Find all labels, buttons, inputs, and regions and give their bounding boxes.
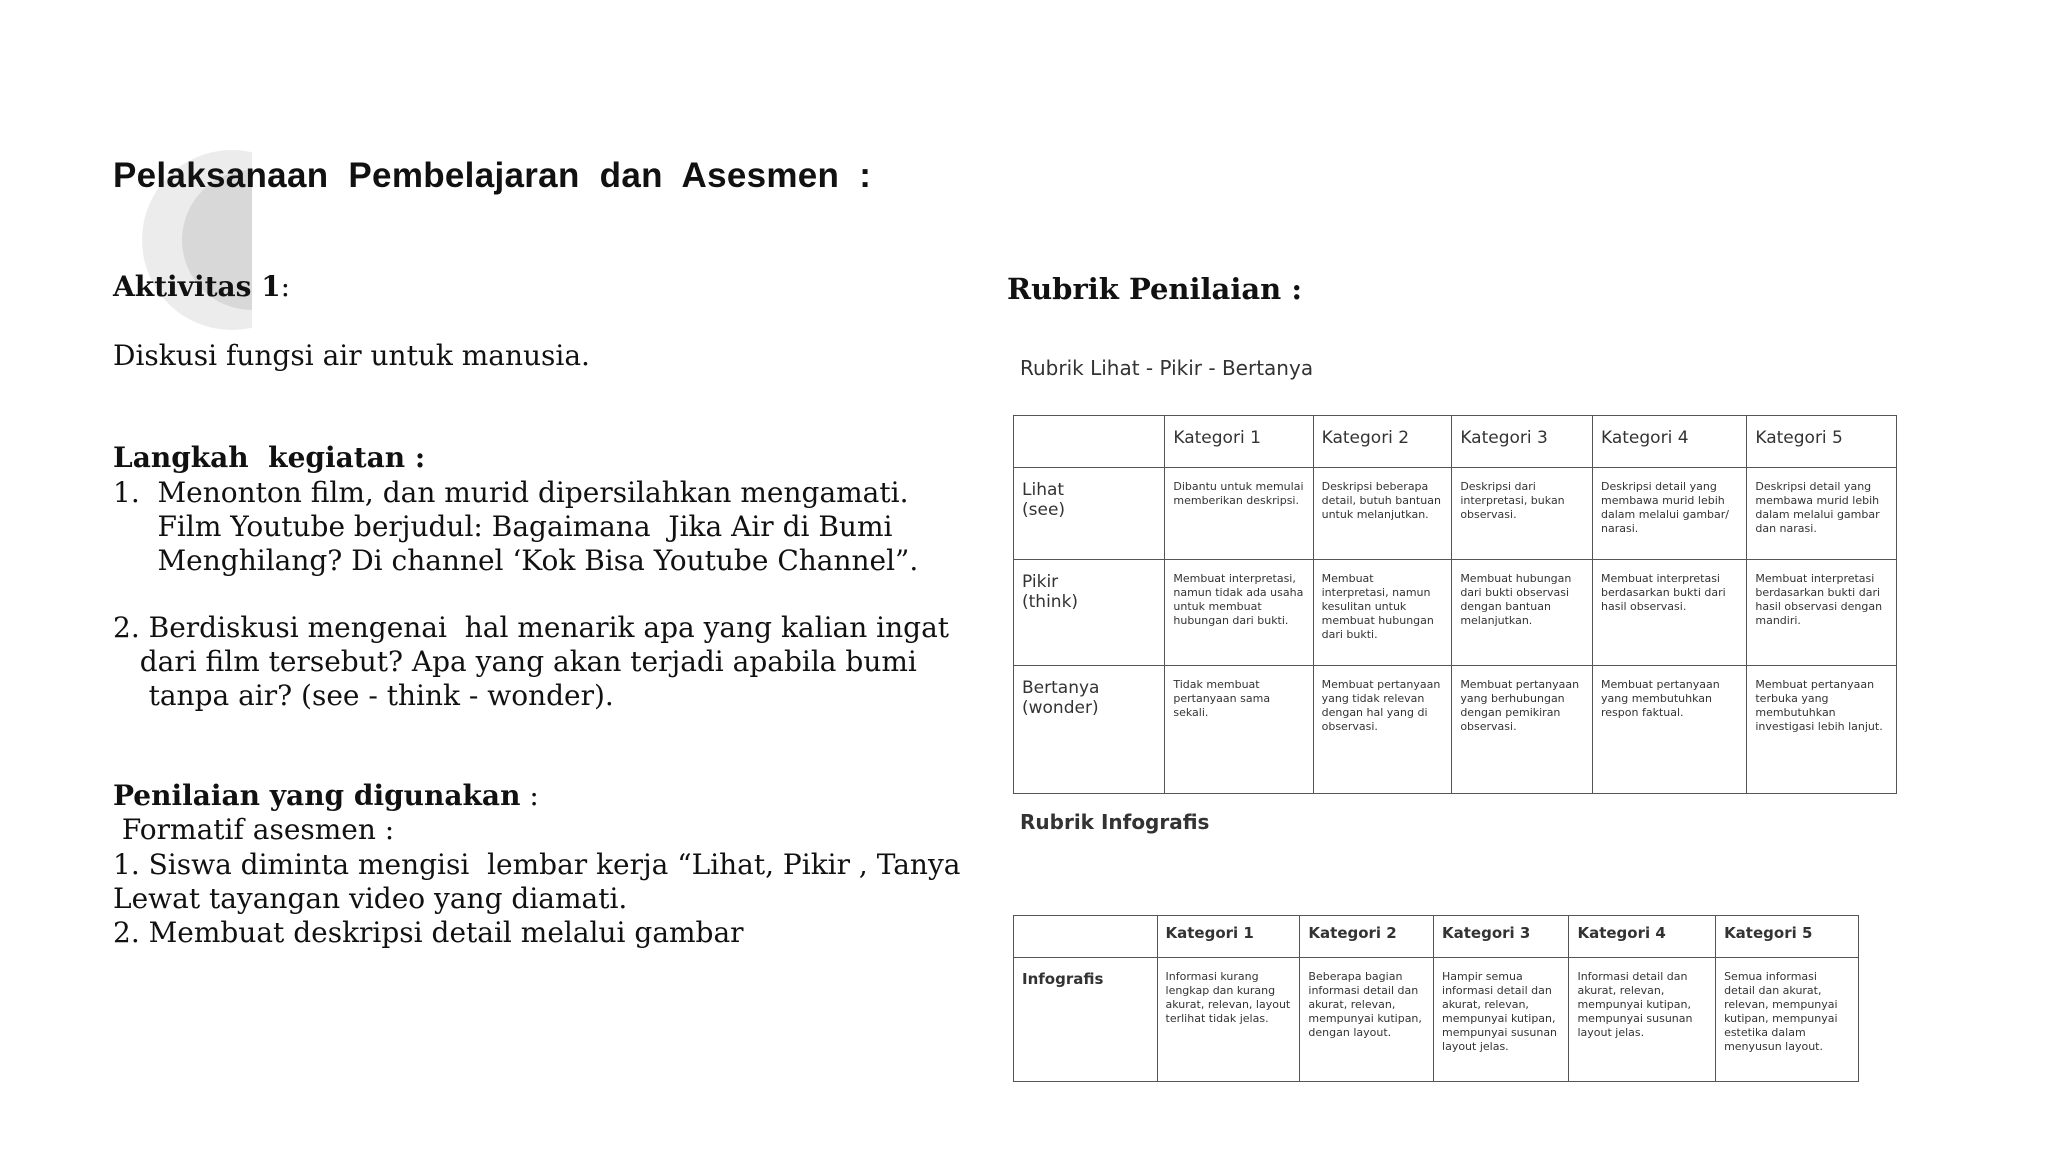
- table1-header-kategori4: Kategori 4: [1593, 416, 1747, 468]
- rubric-infografis-table: [1013, 915, 1859, 1082]
- table2-cell: Informasi detail dan akurat, relevan, mempunyai kutipan, mempunyai susunan layout jelas.: [1569, 958, 1716, 1082]
- table1-row-label: Bertanya (wonder): [1014, 666, 1165, 794]
- table1-header-kategori5: Kategori 5: [1747, 416, 1897, 468]
- table1-row-lihat: [1014, 468, 1897, 560]
- table1-cell: Membuat pertanyaan yang berhubungan dengan pemikiran observasi.: [1452, 666, 1593, 794]
- table2-header-kategori3: Kategori 3: [1434, 916, 1569, 958]
- step1-line2: Film Youtube berjudul: Bagaimana Jika Air di Bumi: [113, 510, 893, 543]
- table1-cell: Deskripsi beberapa detail, butuh bantuan untuk melanjutkan.: [1313, 468, 1452, 560]
- table2-header-corner: [1014, 916, 1158, 958]
- table1-cell: Membuat pertanyaan yang membutuhkan respon faktual.: [1593, 666, 1747, 794]
- table1-header-kategori3: Kategori 3: [1452, 416, 1593, 468]
- table1-cell: Deskripsi detail yang membawa murid lebih dalam melalui gambar dan narasi.: [1747, 468, 1897, 560]
- aktivitas-colon: :: [280, 270, 291, 303]
- table1-cell: Membuat pertanyaan terbuka yang membutuhkan investigasi lebih lanjut.: [1747, 666, 1897, 794]
- table1-row-label: Pikir (think): [1014, 560, 1165, 666]
- step2-line3: tanpa air? (see - think - wonder).: [113, 679, 614, 712]
- penilaian-colon: :: [520, 779, 539, 812]
- table1-cell: Membuat interpretasi berdasarkan bukti dari hasil observasi dengan mandiri.: [1747, 560, 1897, 666]
- table2-cell: Hampir semua informasi detail dan akurat, relevan, mempunyai kutipan, mempunyai susunan layout jelas.: [1434, 958, 1569, 1082]
- table2-caption: Rubrik Infografis: [1020, 810, 1210, 834]
- table2-row-infografis: [1014, 958, 1859, 1082]
- penilaian-item1-line1: 1. Siswa diminta mengisi lembar kerja “Lihat, Pikir , Tanya: [113, 848, 961, 881]
- table2-header-kategori5: Kategori 5: [1716, 916, 1859, 958]
- langkah-heading: Langkah kegiatan :: [113, 441, 426, 474]
- table1-row-pikir: [1014, 560, 1897, 666]
- table1-caption: Rubrik Lihat - Pikir - Bertanya: [1020, 356, 1314, 380]
- table1-row-label: Lihat (see): [1014, 468, 1165, 560]
- table1-header-kategori1: Kategori 1: [1165, 416, 1313, 468]
- table1-cell: Membuat pertanyaan yang tidak relevan dengan hal yang di observasi.: [1313, 666, 1452, 794]
- aktivitas-heading: [113, 270, 290, 304]
- table1-cell: Deskripsi detail yang membawa murid lebih dalam melalui gambar/ narasi.: [1593, 468, 1747, 560]
- aktivitas-label: Aktivitas 1: [113, 270, 281, 303]
- table1-header-kategori2: Kategori 2: [1313, 416, 1452, 468]
- table2-header-kategori4: Kategori 4: [1569, 916, 1716, 958]
- penilaian-label: Penilaian yang digunakan: [113, 779, 521, 812]
- rubric-heading: Rubrik Penilaian :: [1007, 272, 1303, 306]
- table2-cell: Semua informasi detail dan akurat, relevan, mempunyai kutipan, mempunyai estetika dalam menyusun layout.: [1716, 958, 1859, 1082]
- step2-line1: 2. Berdiskusi mengenai hal menarik apa yang kalian ingat: [113, 611, 950, 644]
- table2-cell: Beberapa bagian informasi detail dan akurat, relevan, mempunyai kutipan, dengan layout.: [1300, 958, 1434, 1082]
- table1-cell: Membuat hubungan dari bukti observasi dengan bantuan melanjutkan.: [1452, 560, 1593, 666]
- table2-header-kategori2: Kategori 2: [1300, 916, 1434, 958]
- table1-row-bertanya: [1014, 666, 1897, 794]
- table1-cell: Membuat interpretasi, namun kesulitan untuk membuat hubungan dari bukti.: [1313, 560, 1452, 666]
- penilaian-heading: [113, 779, 539, 813]
- step2-line2: dari film tersebut? Apa yang akan terjadi apabila bumi: [113, 645, 917, 678]
- table2-header-kategori1: Kategori 1: [1157, 916, 1300, 958]
- rubric-see-think-wonder-table: [1013, 415, 1897, 794]
- step1-line3: Menghilang? Di channel ‘Kok Bisa Youtube Channel”.: [113, 544, 919, 577]
- step1-line1: 1. Menonton film, dan murid dipersilahkan mengamati.: [113, 476, 909, 509]
- table2-row-label: Infografis: [1014, 958, 1158, 1082]
- table1-header-corner: [1014, 416, 1165, 468]
- penilaian-item2: 2. Membuat deskripsi detail melalui gambar: [113, 916, 744, 949]
- table2-cell: Informasi kurang lengkap dan kurang akurat, relevan, layout terlihat tidak jelas.: [1157, 958, 1300, 1082]
- table1-cell: Tidak membuat pertanyaan sama sekali.: [1165, 666, 1313, 794]
- penilaian-item1-line2: Lewat tayangan video yang diamati.: [113, 882, 628, 915]
- table1-cell: Deskripsi dari interpretasi, bukan observasi.: [1452, 468, 1593, 560]
- table1-cell: Membuat interpretasi berdasarkan bukti dari hasil observasi.: [1593, 560, 1747, 666]
- formatif-line: Formatif asesmen :: [113, 813, 395, 846]
- table1-cell: Dibantu untuk memulai memberikan deskripsi.: [1165, 468, 1313, 560]
- page-title: Pelaksanaan Pembelajaran dan Asesmen :: [113, 156, 872, 195]
- table1-cell: Membuat interpretasi, namun tidak ada usaha untuk membuat hubungan dari bukti.: [1165, 560, 1313, 666]
- aktivitas-description: Diskusi fungsi air untuk manusia.: [113, 339, 590, 372]
